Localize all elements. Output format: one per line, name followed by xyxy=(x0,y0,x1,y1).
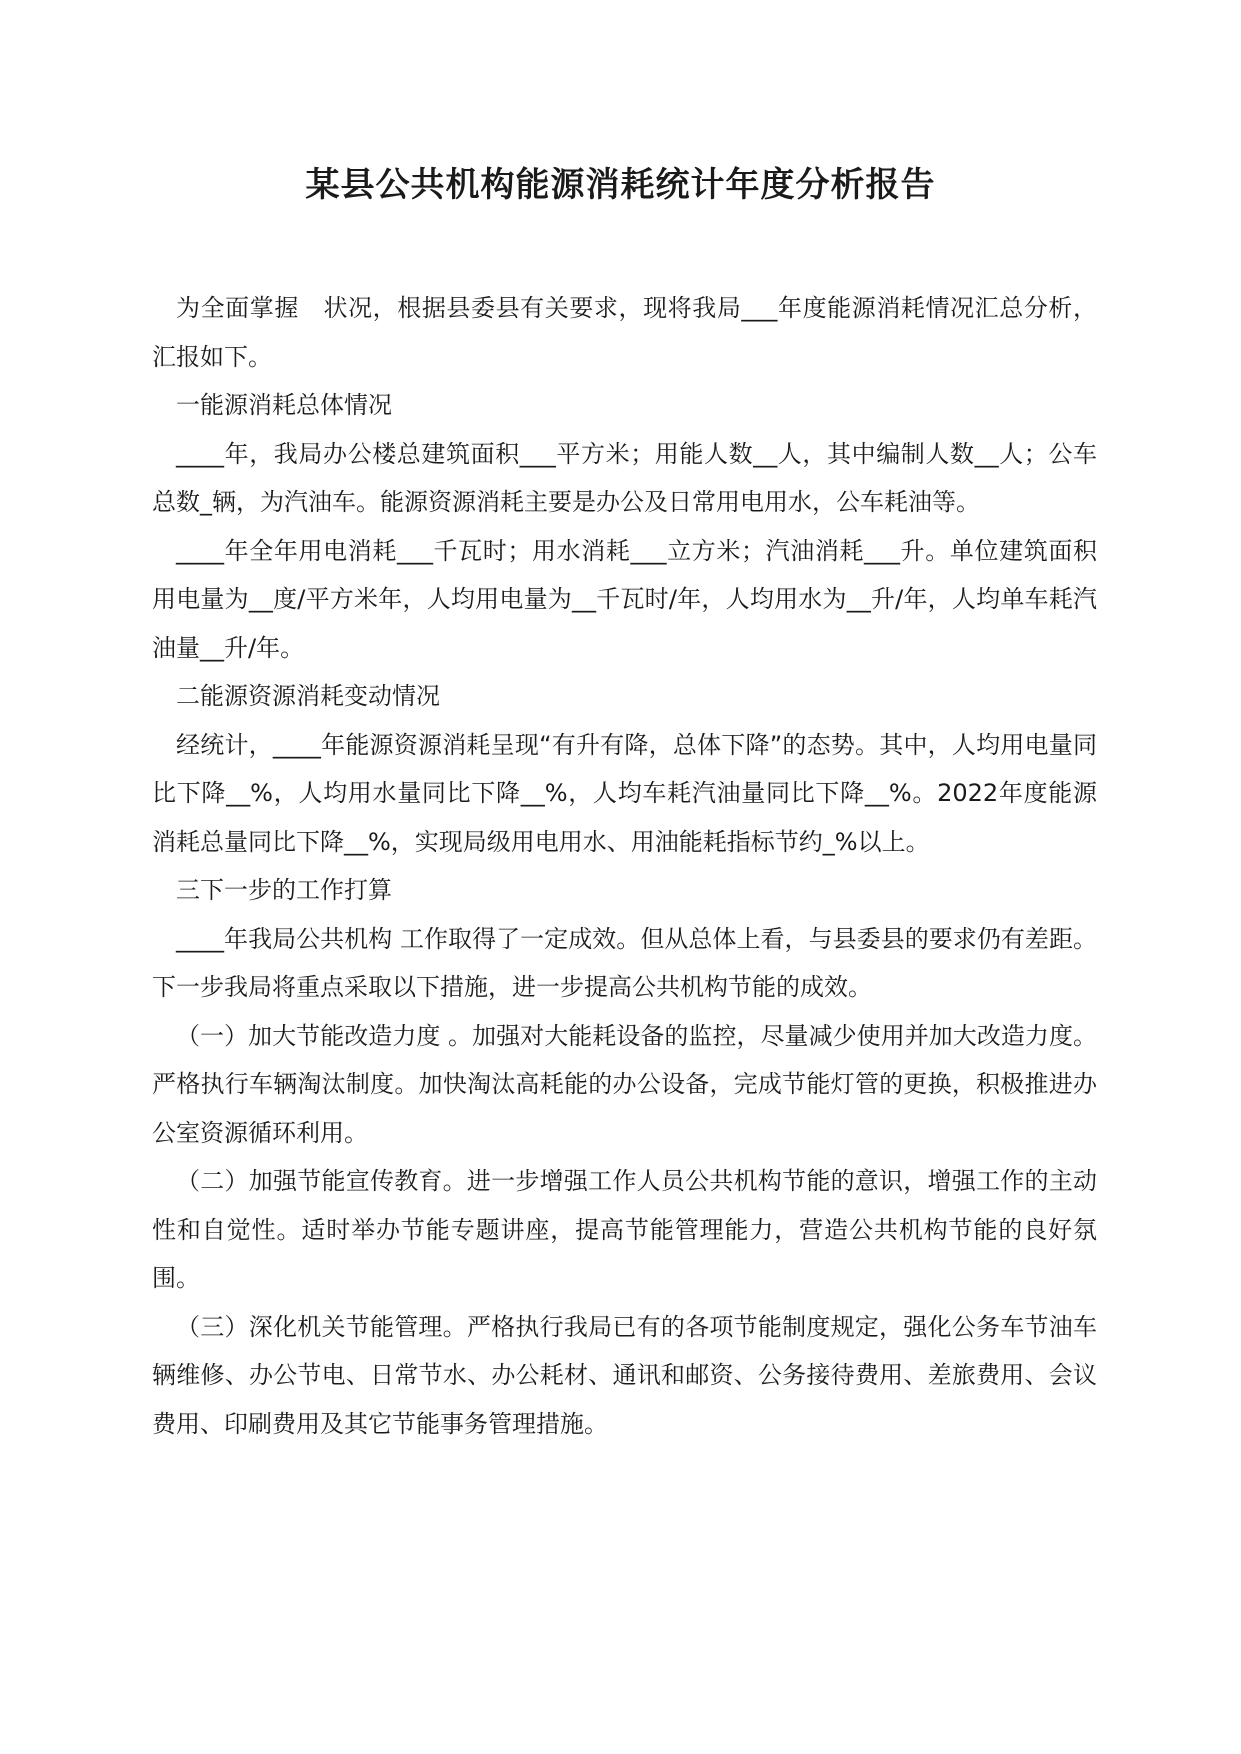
paragraph-consumption-figures: ____年全年用电消耗___千瓦时；用水消耗___立方米；汽油消耗___升。单位建筑面积用电量为__度/平方米年，人均用电量为__千瓦时/年，人均用水为__升/年，人均单车耗汽油量__升/年。 xyxy=(152,536,1097,662)
paragraph-change-stats: 经统计，____年能源资源消耗呈现“有升有降，总体下降”的态势。其中，人均用电量同比下降__%，人均用水量同比下降__%，人均车耗汽油量同比下降__%。2022年度能源消耗总量同比下降__%，实现局级用电用水、用油能耗指标节约_%以上。 xyxy=(152,730,1097,856)
section-heading-changes: 二能源资源消耗变动情况 xyxy=(176,682,440,710)
paragraph-building-info: ____年，我局办公楼总建筑面积___平方米；用能人数__人，其中编制人数__人；公车总数_辆，为汽油车。能源资源消耗主要是办公及日常用电用水，公车耗油等。 xyxy=(152,439,1097,516)
section-heading-overall: 一能源消耗总体情况 xyxy=(176,391,392,419)
measure-item-3: （三）深化机关节能管理。严格执行我局已有的各项节能制度规定，强化公务车节油车辆维修、办公节电、日常节水、办公耗材、通讯和邮资、公务接待费用、差旅费用、会议费用、印刷费用及其它节能事务管理措施。 xyxy=(152,1312,1097,1438)
section-heading-next-steps: 三下一步的工作打算 xyxy=(176,876,392,904)
measure-item-2: （二）加强节能宣传教育。进一步增强工作人员公共机构节能的意识，增强工作的主动性和自觉性。适时举办节能专题讲座，提高节能管理能力，营造公共机构节能的良好氛围。 xyxy=(152,1167,1097,1292)
paragraph-next-steps-intro: ____年我局公共机构 工作取得了一定成效。但从总体上看，与县委县的要求仍有差距。下一步我局将重点采取以下措施，进一步提高公共机构节能的成效。 xyxy=(152,924,1097,1001)
intro-paragraph: 为全面掌握 状况，根据县委县有关要求，现将我局___年度能源消耗情况汇总分析，汇报如下。 xyxy=(152,294,1097,371)
document-body xyxy=(152,284,1097,1448)
measure-item-1: （一）加大节能改造力度 。加强对大能耗设备的监控，尽量减少使用并加大改造力度。严格执行车辆淘汰制度。加快淘汰高耗能的办公设备，完成节能灯管的更换，积极推进办公室资源循环利用。 xyxy=(152,1021,1097,1147)
document-title: 某县公共机构能源消耗统计年度分析报告 xyxy=(305,165,936,205)
